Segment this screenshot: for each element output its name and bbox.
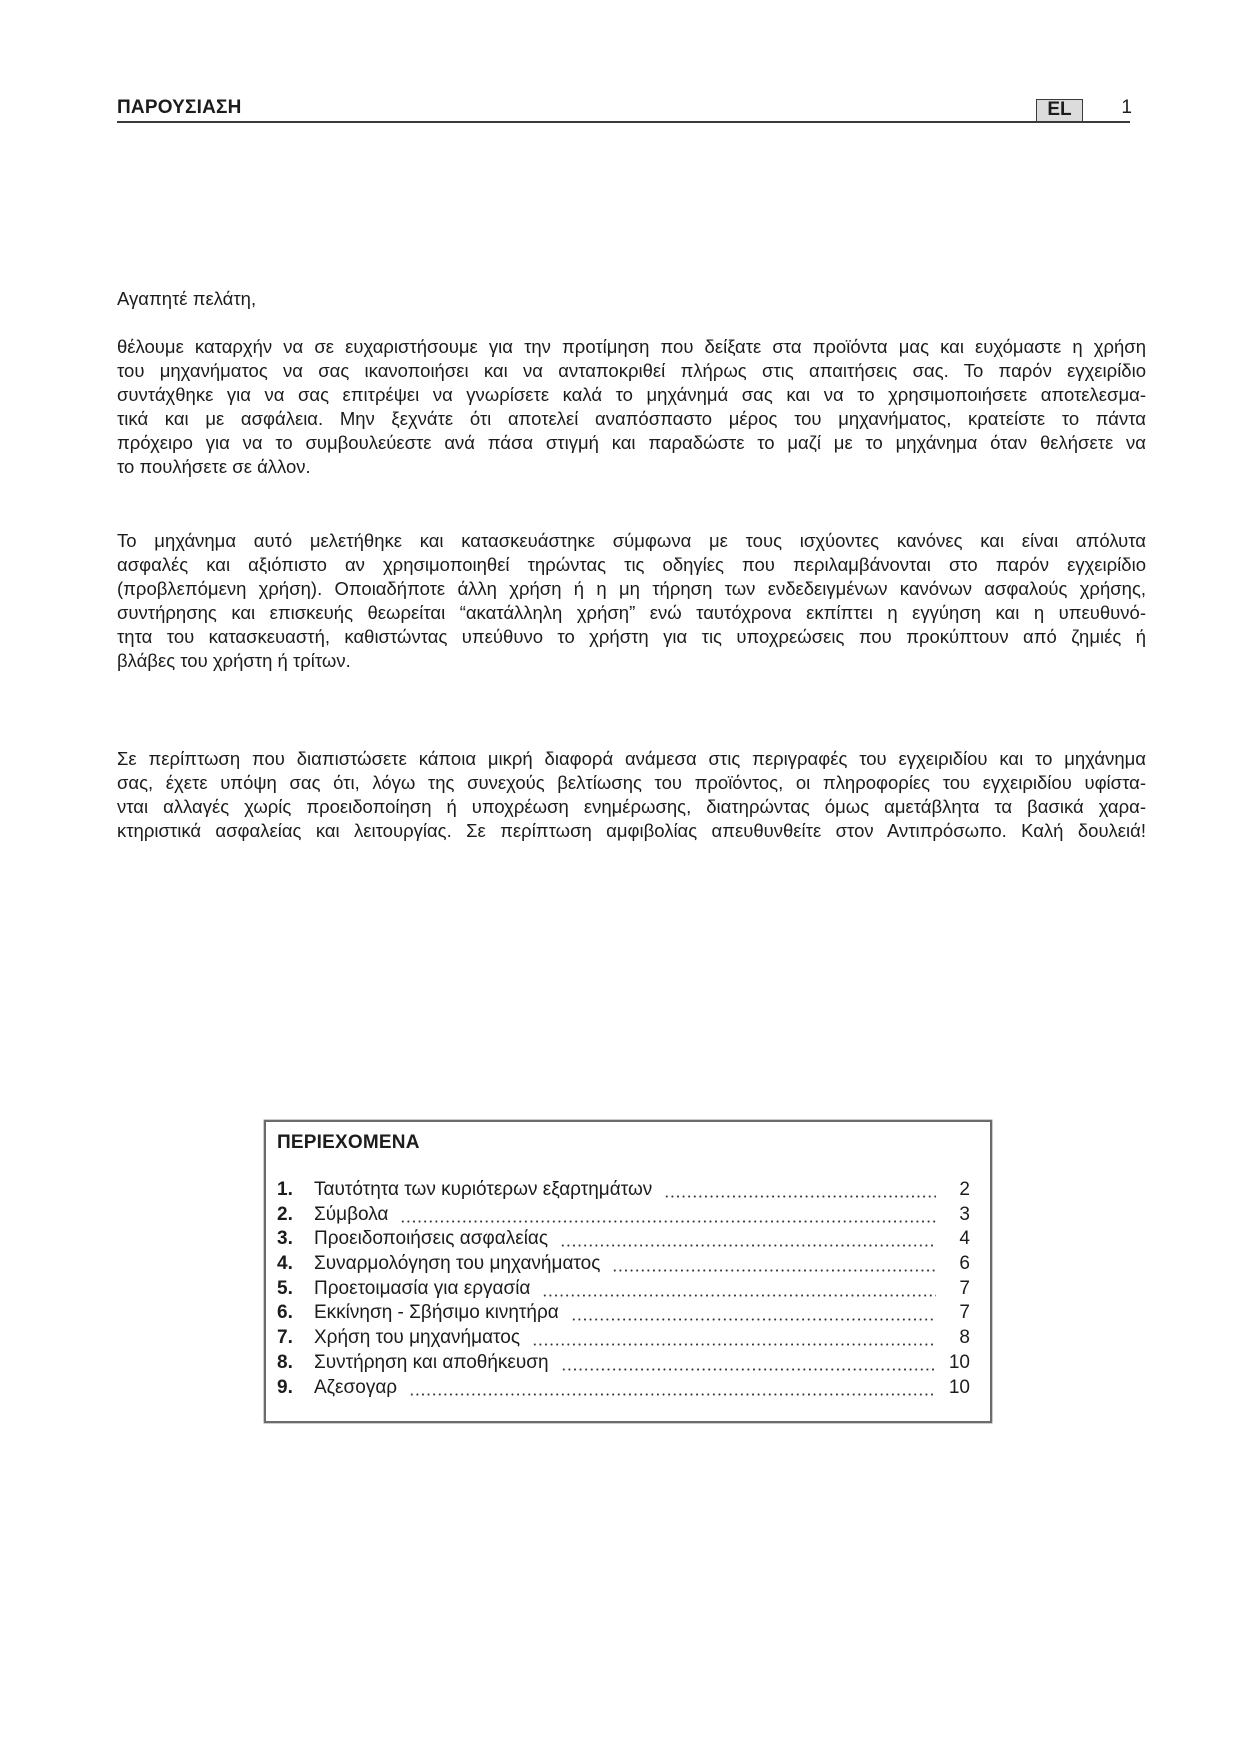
paragraph-line: ασφαλές και αξιόπιστο αν χρησιμοποιηθεί τηρώντας τις οδηγίες που περιλαμβάνονται στο παρόν εγχειρίδιο: [117, 554, 1146, 575]
toc-item-number: 4.: [277, 1253, 293, 1275]
toc-title: ΠΕΡΙΕΧΟΜΕΝΑ: [277, 1132, 420, 1153]
paragraph-line: του μηχανήματος να σας ικανοποιήσει και να ανταποκριθεί πλήρως στις απαιτήσεις σας. Το παρόν εγχειρίδιο: [117, 360, 1146, 381]
paragraph-line: κτηριστικά ασφαλείας και λειτουργίας. Σε περίπτωση αμφιβολίας απευθυνθείτε στον Αντιπρόσωπο. Καλή δουλειά!: [117, 820, 1146, 841]
paragraph-line: θέλουμε καταρχήν να σε ευχαριστήσουμε για την προτίμηση που δείξατε στα προϊόντα μας και ευχόμαστε η χρήση: [117, 336, 1146, 357]
dot-leader: [612, 1269, 936, 1272]
paragraph-line: σας, έχετε υπόψη σας ότι, λόγω της συνεχούς βελτίωσης του προϊόντος, οι πληροφορίες του εγχειριδίου υφίστα-: [117, 772, 1146, 793]
toc-item-title: Προειδοποιήσεις ασφαλείας: [314, 1228, 549, 1250]
toc-item-page: 4: [959, 1228, 970, 1250]
toc-item-title: Συναρμολόγηση του μηχανήματος: [314, 1253, 601, 1275]
dot-leader: [560, 1244, 936, 1247]
toc-item-number: 7.: [277, 1327, 293, 1349]
toc-item-title: Προετοιμασία για εργασία: [314, 1277, 531, 1299]
toc-item: [277, 1227, 970, 1252]
toc-item: [277, 1376, 970, 1401]
toc-item-title: Χρήση του μηχανήματος: [314, 1327, 521, 1349]
dot-leader: [542, 1294, 936, 1297]
paragraph-line: νται αλλαγές χωρίς προειδοποίηση ή υποχρέωση ενημέρωσης, διατηρώντας όμως αμετάβλητα τα βασικά χαρα-: [117, 796, 1146, 817]
toc-item-number: 5.: [277, 1277, 293, 1299]
toc-item-page: 7: [959, 1277, 970, 1299]
paragraph-line: βλάβες του χρήστη ή τρίτων.: [117, 650, 351, 671]
paragraph-intro: [117, 335, 1146, 479]
toc-item-title: Ταυτότητα των κυριότερων εξαρτημάτων: [314, 1179, 653, 1200]
toc-item-page: 10: [948, 1376, 970, 1398]
toc-item-number: 3.: [277, 1228, 293, 1250]
language-badge: EL: [1036, 99, 1083, 122]
toc-item: [277, 1203, 970, 1228]
toc-item-title: Συντήρηση και αποθήκευση: [314, 1351, 549, 1373]
toc-item-title: Σύμβολα: [314, 1203, 389, 1225]
page-number: 1: [1121, 97, 1132, 118]
paragraph-line: το πουλήσετε σε άλλον.: [117, 456, 311, 477]
toc-item: [277, 1326, 970, 1351]
dot-leader: [400, 1220, 936, 1223]
paragraph-line: Σε περίπτωση που διαπιστώσετε κάποια μικρή διαφορά ανάμεσα στις περιγραφές του εγχειριδίου και το μηχάνημα: [117, 748, 1146, 769]
toc-item-number: 1.: [277, 1179, 293, 1200]
toc-item-page: 8: [959, 1327, 970, 1349]
dot-leader: [561, 1368, 936, 1371]
toc-item-title: Αζεσογαρ: [314, 1376, 398, 1398]
paragraph-line: (προβλεπόμενη χρήση). Οποιαδήποτε άλλη χρήση ή η μη τήρηση των ενδεδειγμένων κανόνων ασφαλούς χρήσης,: [117, 578, 1146, 599]
dot-leader: [409, 1393, 936, 1396]
toc-item-number: 8.: [277, 1351, 293, 1373]
dot-leader: [532, 1343, 936, 1346]
toc-item-page: 10: [948, 1351, 970, 1373]
paragraph-intended-use: [117, 529, 1146, 673]
toc-item: [277, 1178, 970, 1203]
table-of-contents: [264, 1120, 992, 1423]
toc-item-number: 9.: [277, 1376, 293, 1398]
paragraph-line: συντήρησης και επισκευής θεωρείται “ακατάλληλη χρήση” ενώ ταυτόχρονα εκπίπτει η εγγύηση και η υπευθυνό-: [117, 602, 1146, 623]
toc-item: [277, 1301, 970, 1326]
section-title: ΠΑΡΟΥΣΙΑΣΗ: [117, 97, 242, 118]
toc-item-page: 2: [959, 1179, 970, 1200]
toc-item-page: 3: [959, 1203, 970, 1225]
paragraph-line: συντάχθηκε για να σας επιτρέψει να γνωρίσετε καλά το μηχάνημά σας και να το χρησιμοποιήσετε αποτελεσμα-: [117, 384, 1146, 405]
toc-item-title: Εκκίνηση - Σβήσιμο κινητήρα: [314, 1302, 559, 1324]
toc-item: [277, 1277, 970, 1302]
header-rule: [117, 121, 1130, 123]
toc-item-page: 6: [959, 1253, 970, 1275]
toc-item-page: 7: [959, 1302, 970, 1324]
toc-item-number: 2.: [277, 1203, 293, 1225]
paragraph-line: Το μηχάνημα αυτό μελετήθηκε και κατασκευάστηκε σύμφωνα με τους ισχύοντες κανόνες και είναι απόλυτα: [117, 530, 1146, 551]
paragraph-line: πρόχειρο για να το συμβουλεύεστε ανά πάσα στιγμή και παραδώστε το μαζί με το μηχάνημα όταν θελήσετε να: [117, 432, 1146, 453]
paragraph-line: τικά και με ασφάλεια. Μην ξεχνάτε ότι αποτελεί αναπόσπαστο μέρος του μηχανήματος, κρατείστε το πάντα: [117, 408, 1146, 429]
toc-item: [277, 1351, 970, 1376]
greeting: Αγαπητέ πελάτη,: [117, 288, 257, 309]
toc-item: [277, 1252, 970, 1277]
dot-leader: [571, 1318, 936, 1321]
paragraph-changes-notice: [117, 747, 1146, 843]
dot-leader: [664, 1195, 936, 1198]
paragraph-line: τητα του κατασκευαστή, καθιστώντας υπεύθυνο το χρήστη για τις υποχρεώσεις που προκύπτουν από ζημιές ή: [117, 626, 1146, 647]
toc-item-number: 6.: [277, 1302, 293, 1324]
